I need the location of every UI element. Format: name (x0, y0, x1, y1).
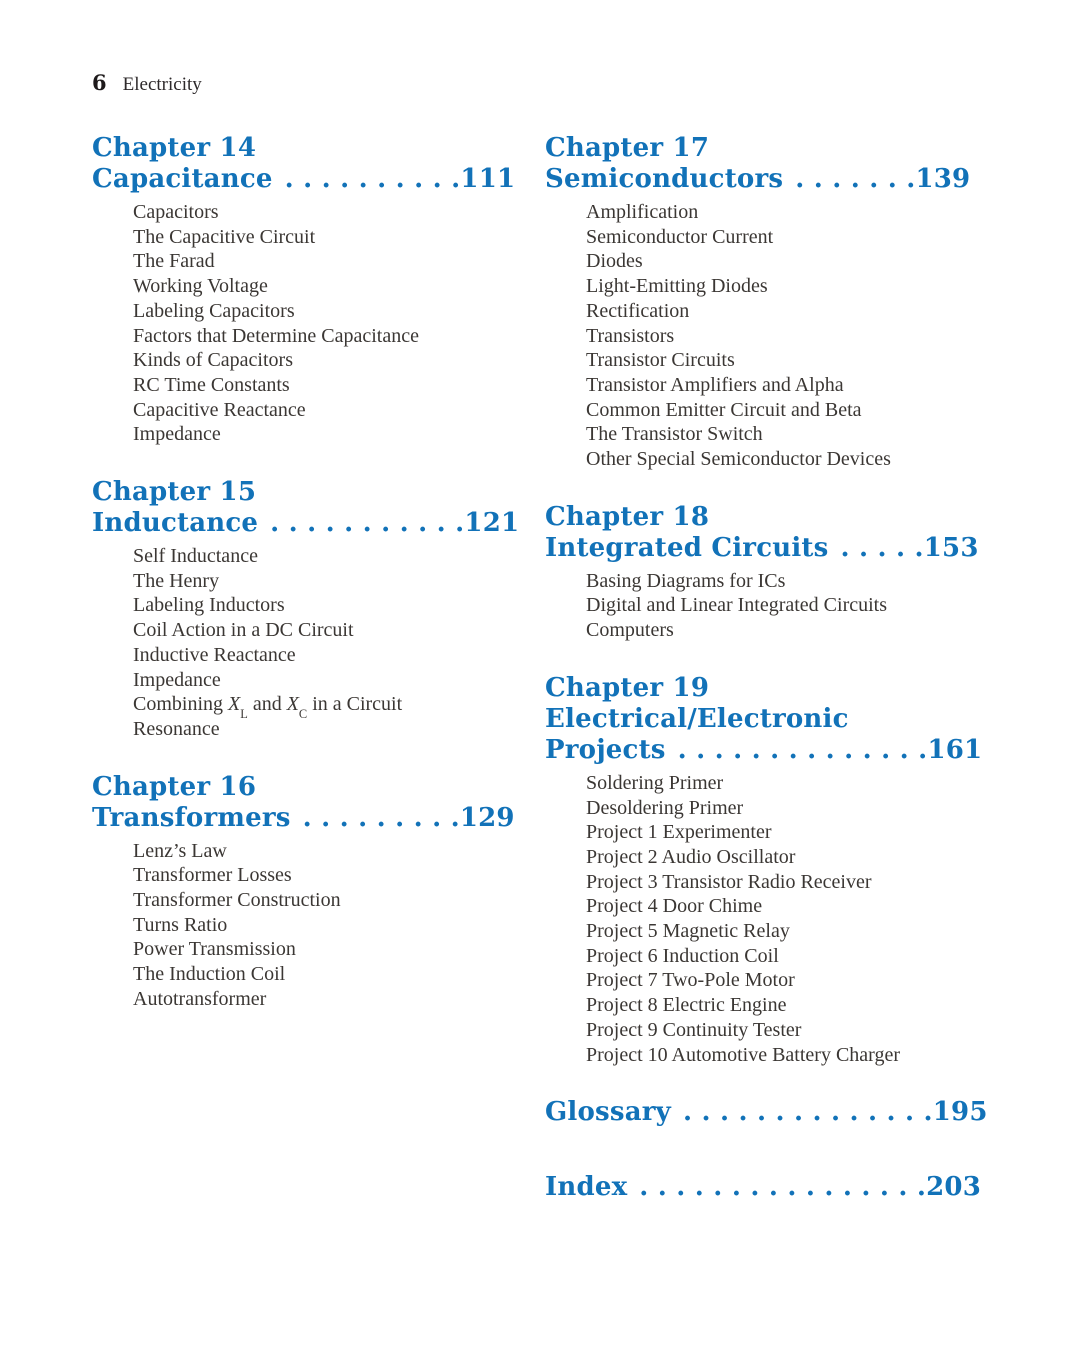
chapter-page-number: 195 (932, 1097, 988, 1128)
chapter-title-line (545, 1097, 1035, 1128)
topic-item: Project 2 Audio Oscillator (586, 845, 796, 868)
topic-item: Project 5 Magnetic Relay (586, 920, 790, 943)
chapter-title-line (92, 164, 548, 195)
topic-item: Project 6 Induction Coil (586, 944, 779, 967)
topic-item: Self Inductance (133, 545, 258, 568)
chapter-label: Chapter 18 (545, 501, 710, 532)
section-topic-list (92, 839, 548, 1012)
chapter-page-number: 203 (926, 1172, 981, 1203)
topic-item: The Transistor Switch (586, 423, 763, 446)
topic-item: Power Transmission (133, 938, 296, 961)
section-topic-list (92, 544, 548, 742)
chapter-title-extra-line: Electrical/Electronic (545, 703, 849, 734)
topic-item: Computers (586, 619, 674, 642)
topic-item: Project 9 Continuity Tester (586, 1018, 802, 1041)
topic-item: Project 1 Experimenter (586, 821, 772, 844)
chapter-title: Projects (545, 734, 666, 765)
chapter-title: Integrated Circuits (545, 532, 829, 563)
dot-leader: . . . . . . . . . . . . . . (677, 734, 928, 765)
chapter-title-line (545, 1172, 1035, 1203)
topic-item: Working Voltage (133, 275, 268, 298)
topic-item: Transistor Amplifiers and Alpha (586, 373, 844, 396)
chapter-page-number: 139 (915, 164, 971, 194)
topic-item: Labeling Capacitors (133, 299, 295, 322)
topic-item: Project 3 Transistor Radio Receiver (586, 870, 872, 893)
topic-item: Transformer Construction (133, 889, 341, 912)
topic-item: Project 10 Automotive Battery Charger (586, 1043, 901, 1066)
dot-leader: . . . . . . . (795, 164, 916, 194)
chapter-label: Chapter 15 (92, 477, 257, 508)
topic-item: The Farad (133, 250, 215, 273)
topic-item: Project 4 Door Chime (586, 895, 763, 918)
topic-item: Light-Emitting Diodes (586, 275, 768, 298)
topic-item: Coil Action in a DC Circuit (133, 619, 354, 642)
chapter-title: Capacitance (92, 164, 273, 194)
topic-item: Desoldering Primer (586, 796, 744, 819)
topic-item: Capacitive Reactance (133, 398, 306, 421)
page-number: 6 (92, 70, 107, 95)
topic-item: Project 8 Electric Engine (586, 994, 787, 1017)
topic-item: Inductive Reactance (133, 643, 296, 666)
topic-item: Transistor Circuits (586, 349, 735, 372)
chapter-page-number: 121 (464, 508, 520, 539)
topic-item: Digital and Linear Integrated Circuits (586, 594, 888, 617)
dot-leader: . . . . . . . . . . . . . . (682, 1097, 933, 1128)
topic-item: The Capacitive Circuit (133, 225, 316, 248)
toc-section (545, 673, 1035, 1067)
toc-column-left (92, 133, 548, 1012)
topic-item: Rectification (586, 299, 690, 322)
topic-item: Semiconductor Current (586, 225, 774, 248)
topic-item: Transformer Losses (133, 864, 292, 887)
topic-item: Basing Diagrams for ICs (586, 569, 786, 592)
topic-item: Labeling Inductors (133, 594, 285, 617)
topic-item: Impedance (133, 423, 221, 446)
toc-section (92, 772, 548, 1012)
toc-section (92, 477, 548, 742)
toc-section (545, 502, 1035, 643)
topic-item: Transistors (586, 324, 675, 347)
chapter-page-number: 129 (459, 802, 515, 833)
topic-item: Other Special Semiconductor Devices (586, 448, 891, 471)
chapter-page-number: 153 (923, 532, 979, 563)
book-title: Electricity (122, 74, 202, 95)
chapter-label: Chapter 14 (92, 133, 257, 163)
topic-item: Kinds of Capacitors (133, 349, 293, 372)
chapter-page-number: 111 (460, 164, 516, 194)
topic-item: RC Time Constants (133, 373, 290, 396)
section-topic-list (545, 569, 1035, 643)
chapter-label: Chapter 17 (545, 133, 710, 163)
chapter-title: Inductance (92, 508, 259, 539)
topic-item: Autotransformer (133, 987, 267, 1010)
topic-item: Capacitors (133, 201, 219, 223)
topic-item: Impedance (133, 668, 221, 691)
chapter-title: Glossary (545, 1097, 671, 1128)
chapter-title: Index (545, 1172, 628, 1203)
topic-item: Lenz’s Law (133, 839, 227, 862)
chapter-page-number: 161 (927, 734, 983, 765)
topic-item: Soldering Primer (586, 771, 724, 794)
topic-item: Combining $X_L$ and $X_C$ in a Circuit (133, 693, 403, 722)
page-header (92, 70, 202, 96)
chapter-title-line (545, 735, 1035, 766)
chapter-title: Transformers (92, 802, 291, 833)
dot-leader: . . . . . . . . . . . (270, 508, 465, 539)
dot-leader: . . . . . . . . . . . . . . . . (639, 1172, 927, 1203)
dot-leader: . . . . . . . . . . (284, 164, 461, 194)
topic-item: Turns Ratio (133, 913, 228, 936)
dot-leader: . . . . . (840, 532, 924, 563)
topic-item: Amplification (586, 201, 699, 223)
section-topic-list (545, 771, 1035, 1067)
backmatter-entry (545, 1172, 1035, 1203)
toc-column-right (545, 133, 1035, 1203)
section-topic-list (545, 200, 1035, 472)
chapter-title-line (545, 533, 1035, 564)
toc-section (545, 133, 1035, 472)
dot-leader: . . . . . . . . . (302, 802, 460, 833)
topic-item: The Henry (133, 569, 220, 592)
topic-item: Diodes (586, 250, 643, 273)
topic-item: Project 7 Two-Pole Motor (586, 969, 795, 992)
topic-item: Common Emitter Circuit and Beta (586, 398, 862, 421)
topic-item: The Induction Coil (133, 963, 286, 986)
topic-item: Factors that Determine Capacitance (133, 324, 419, 347)
chapter-title-line (92, 508, 548, 539)
chapter-title: Semiconductors (545, 164, 784, 194)
section-topic-list (92, 200, 548, 447)
chapter-title-line (545, 164, 1035, 195)
chapter-label: Chapter 19 (545, 672, 710, 703)
chapter-title-line (92, 803, 548, 834)
topic-item: Resonance (133, 717, 220, 740)
toc-section (92, 133, 548, 447)
backmatter-entry (545, 1097, 1035, 1128)
chapter-label: Chapter 16 (92, 771, 257, 802)
